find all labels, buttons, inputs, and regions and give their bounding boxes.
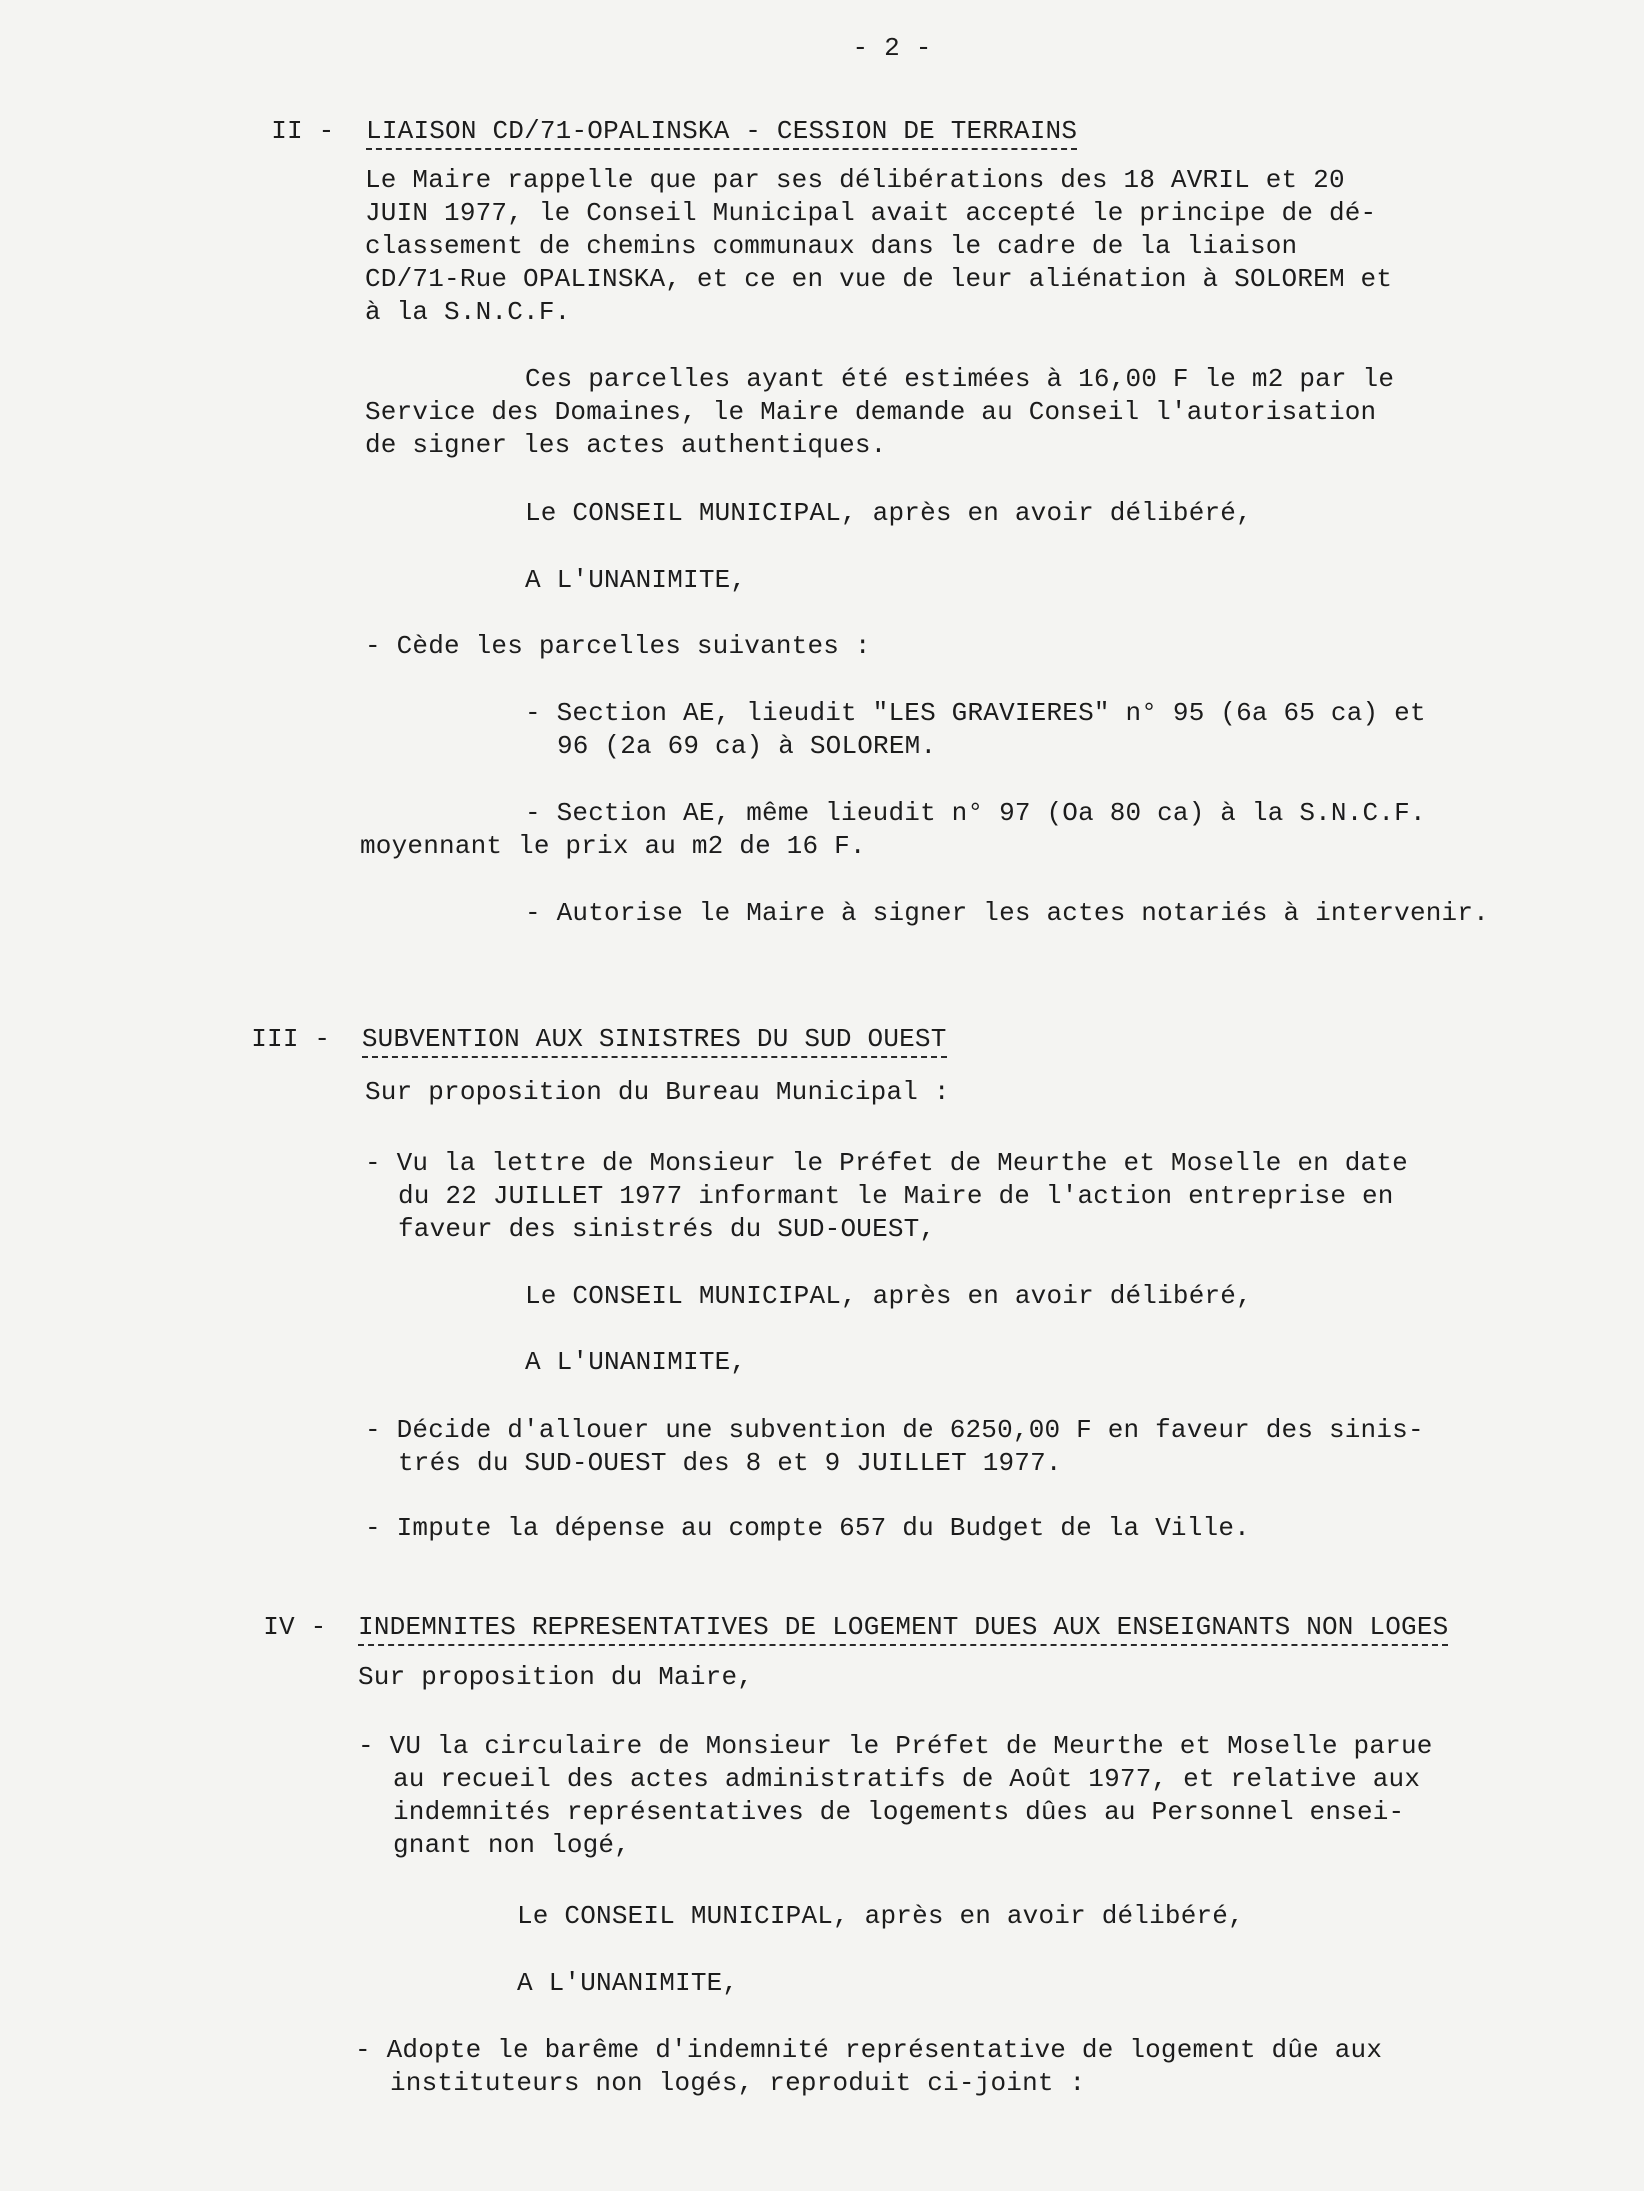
council-statement: Le CONSEIL MUNICIPAL, après en avoir délibéré, (517, 1901, 1244, 1931)
decision-item: - Cède les parcelles suivantes : (365, 631, 871, 661)
text-line: trés du SUD-OUEST des 8 et 9 JUILLET 1977. (398, 1448, 1062, 1478)
text-line: moyennant le prix au m2 de 16 F. (360, 831, 866, 861)
section-title: INDEMNITES REPRESENTATIVES DE LOGEMENT DUES AUX ENSEIGNANTS NON LOGES (358, 1612, 1448, 1646)
text-line: CD/71-Rue OPALINSKA, et ce en vue de leur aliénation à SOLOREM et (365, 264, 1393, 294)
text-line: de signer les actes authentiques. (365, 430, 887, 460)
proposal-intro: Sur proposition du Maire, (358, 1662, 754, 1692)
text-line: indemnités représentatives de logements dûes au Personnel ensei- (393, 1797, 1405, 1827)
proposal-intro: Sur proposition du Bureau Municipal : (365, 1077, 950, 1107)
text-line: à la S.N.C.F. (365, 297, 571, 327)
text-line: du 22 JUILLET 1977 informant le Maire de l'action entreprise en (398, 1181, 1394, 1211)
section-heading-iii (188, 990, 947, 1089)
text-line: au recueil des actes administratifs de Août 1977, et relative aux (393, 1764, 1421, 1794)
text-line: Service des Domaines, le Maire demande au Conseil l'autorisation (365, 397, 1377, 427)
text-line: Le Maire rappelle que par ses délibérations des 18 AVRIL et 20 (365, 165, 1345, 195)
council-statement: Le CONSEIL MUNICIPAL, après en avoir délibéré, (525, 1281, 1252, 1311)
text-line: Ces parcelles ayant été estimées à 16,00 F le m2 par le (525, 364, 1395, 394)
text-line: - Décide d'allouer une subvention de 6250,00 F en faveur des sinis- (365, 1415, 1424, 1445)
council-statement: Le CONSEIL MUNICIPAL, après en avoir délibéré, (525, 498, 1252, 528)
text-line: 96 (2a 69 ca) à SOLOREM. (557, 731, 937, 761)
section-number: II - (271, 116, 335, 146)
section-title: LIAISON CD/71-OPALINSKA - CESSION DE TERRAINS (366, 116, 1077, 150)
text-line: - Section AE, même lieudit n° 97 (Oa 80 ca) à la S.N.C.F. (525, 798, 1426, 828)
text-line: gnant non logé, (393, 1830, 631, 1860)
text-line: - Vu la lettre de Monsieur le Préfet de Meurthe et Moselle en date (365, 1148, 1408, 1178)
text-line: JUIN 1977, le Conseil Municipal avait accepté le principe de dé- (365, 198, 1377, 228)
section-title: SUBVENTION AUX SINISTRES DU SUD OUEST (362, 1024, 947, 1058)
text-line: - Section AE, lieudit "LES GRAVIERES" n° 95 (6a 65 ca) et (525, 698, 1426, 728)
section-number: III - (251, 1024, 331, 1054)
text-line: faveur des sinistrés du SUD-OUEST, (398, 1214, 936, 1244)
decision-item: - Impute la dépense au compte 657 du Budget de la Ville. (365, 1513, 1250, 1543)
text-line: - VU la circulaire de Monsieur le Préfet de Meurthe et Moselle parue (358, 1731, 1433, 1761)
unanimity-statement: A L'UNANIMITE, (525, 1347, 747, 1377)
decision-item: - Autorise le Maire à signer les actes notariés à intervenir. (525, 898, 1489, 928)
text-line: instituteurs non logés, reproduit ci-joint : (390, 2068, 1086, 2098)
text-line: classement de chemins communaux dans le cadre de la liaison (365, 231, 1298, 261)
section-number: IV - (263, 1612, 327, 1642)
page-number: - 2 - (852, 33, 932, 63)
unanimity-statement: A L'UNANIMITE, (517, 1968, 739, 1998)
unanimity-statement: A L'UNANIMITE, (525, 565, 747, 595)
text-line: - Adopte le barême d'indemnité représentative de logement dûe aux (355, 2035, 1383, 2065)
